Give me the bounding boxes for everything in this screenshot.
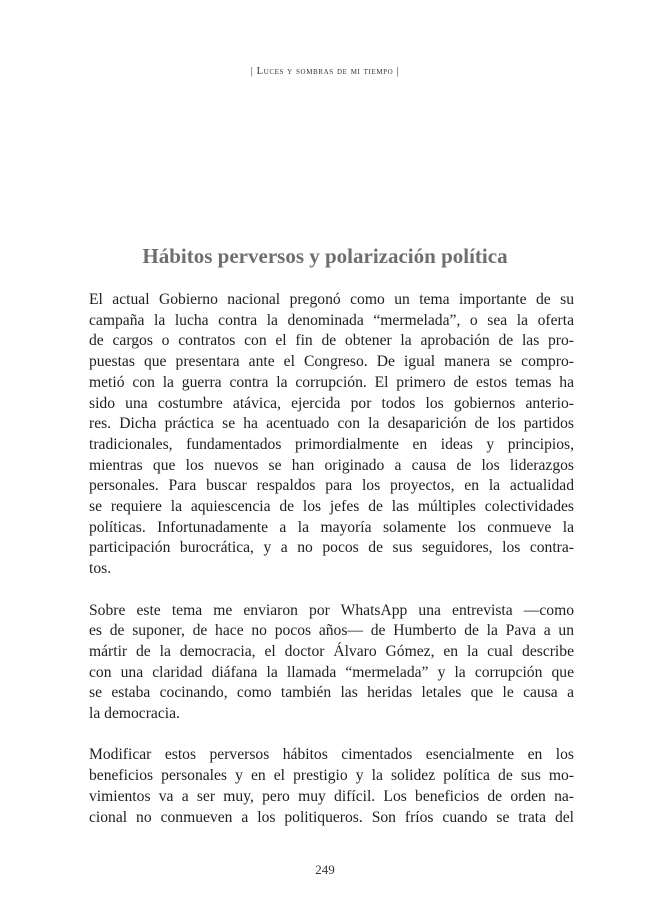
text-line: beneficios personales y en el prestigio y la solidez política de sus mo- [89,767,574,785]
text-line: personales. Para buscar respaldos para los proyectos, en la actualidad [89,477,574,495]
text-line: cional no conmueven a los politiqueros. Son fríos cuando se trata del [89,808,574,826]
running-head [0,66,650,77]
paragraph [89,290,574,580]
text-line: res. Dicha práctica se ha acentuado con la desaparición de los partidos [89,415,574,433]
text-line: Modificar estos perversos hábitos cimentados esencialmente en los [89,746,574,764]
text-line: puestas que presentara ante el Congreso. De igual manera se compro- [89,353,574,371]
text-line: es de suponer, de hace no pocos años— de Humberto de la Pava a un [89,622,574,640]
text-line: la democracia. [89,705,180,723]
paragraph [89,601,574,725]
text-line: Sobre este tema me enviaron por WhatsApp una entrevista —como [89,601,574,619]
text-line: vimientos va a ser muy, pero muy difícil. Los beneficios de orden na- [89,787,574,805]
page-number: 249 [315,862,335,877]
text-line: metió con la guerra contra la corrupción. El primero de estos temas ha [89,373,574,391]
text-line: se estaba cocinando, como también las heridas letales que le causa a [89,684,574,702]
text-line: participación burocrática, y a no pocos de sus seguidores, los contra- [89,539,574,557]
text-line: El actual Gobierno nacional pregonó como un tema importante de su [89,291,574,308]
text-line: campaña la lucha contra la denominada “mermelada”, o sea la oferta [89,311,574,329]
text-line: mártir de la democracia, el doctor Álvaro Gómez, en la cual describe [89,642,574,660]
running-head-text: | Luces y sombras de mi tiempo | [250,66,400,77]
paragraph [89,745,574,828]
text-line: políticas. Infortunadamente a la mayoría solamente los conmueve la [89,518,574,536]
text-line: tos. [89,560,112,578]
body-text [89,290,574,828]
text-line: sido una costumbre atávica, ejercida por todos los gobiernos anterio- [89,394,574,412]
chapter-title: Hábitos perversos y polarización política [142,244,508,268]
text-line: con una claridad diáfana la llamada “mermelada” y la corrupción que [89,663,574,681]
text-line: se requiere la aquiescencia de los jefes de las múltiples colectividades [89,498,574,516]
text-line: tradicionales, fundamentados primordialmente en ideas y principios, [89,435,574,453]
text-line: de cargos o contratos con el fin de obtener la aprobación de las pro- [89,332,574,350]
text-line: mientras que los nuevos se han originado a causa de los liderazgos [89,456,574,474]
